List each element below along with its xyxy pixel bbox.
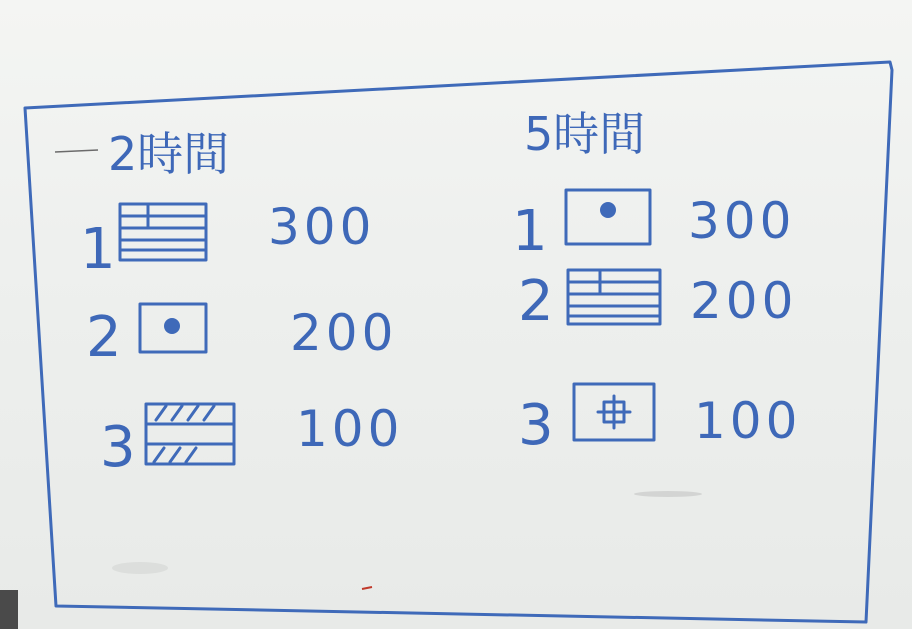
rank-label: 1 (512, 199, 548, 264)
smudge (112, 562, 168, 574)
rank-label: 2 (518, 269, 554, 334)
score-value: 200 (690, 272, 798, 330)
column-title-left: 2時間 (108, 127, 230, 181)
score-value: 200 (290, 304, 398, 362)
score-value: 300 (688, 192, 796, 250)
swiss-flag-icon (574, 384, 654, 440)
column-title-right: 5時間 (524, 107, 646, 161)
striped-flag-icon (146, 404, 234, 464)
red-mark (362, 587, 372, 589)
stray-mark (55, 150, 98, 152)
score-value: 300 (268, 198, 376, 256)
japan-flag-icon (566, 190, 650, 244)
usa-flag-icon (568, 270, 660, 324)
score-value: 100 (296, 400, 404, 458)
rank-label: 1 (80, 217, 116, 282)
score-value: 100 (694, 392, 802, 450)
rank-label: 2 (86, 305, 122, 370)
japan-flag-icon (140, 304, 206, 352)
usa-flag-icon (120, 204, 206, 260)
rank-label: 3 (518, 393, 554, 458)
smudge (634, 491, 702, 497)
rank-label: 3 (100, 415, 136, 480)
